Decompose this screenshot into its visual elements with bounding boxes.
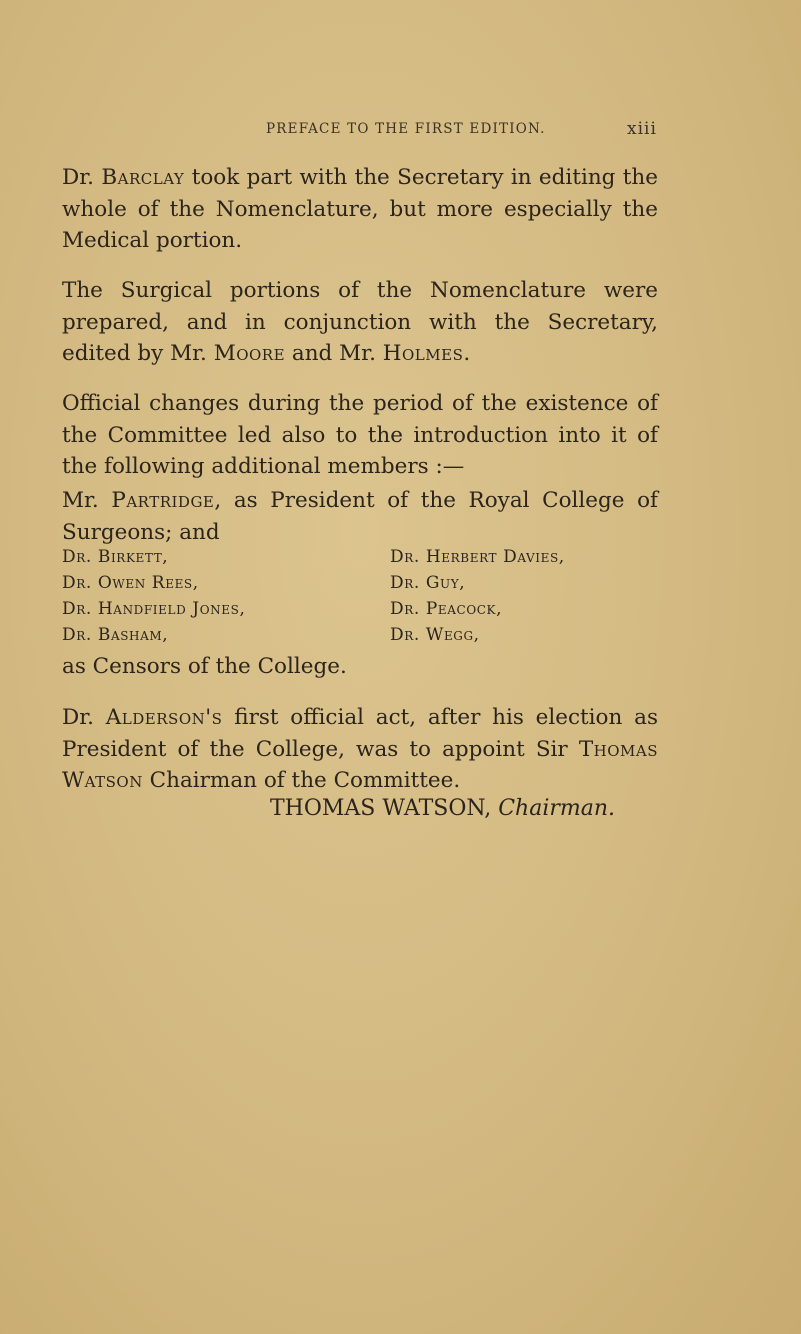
p1-name: Barclay (101, 165, 185, 190)
p6-middle: first official act, after his election as President of the College, was to appoint Sir (62, 705, 658, 762)
p2-and: and Mr. (285, 341, 383, 366)
p4-rest: , as President of the Royal College of Surgeons; and (62, 488, 658, 545)
running-header (0, 121, 801, 143)
censor-name: Dr. Owen Rees, (62, 573, 199, 593)
censors-left-column (62, 544, 362, 648)
p2-mr1: Mr. (170, 341, 214, 366)
p2-end: . (463, 341, 471, 366)
p2-name2: Holmes (382, 341, 464, 366)
p6-name: Alderson's (105, 705, 223, 730)
censor-name: Dr. Wegg, (390, 625, 480, 645)
paragraph-surgical (62, 275, 658, 370)
censor-name: Dr. Herbert Davies, (390, 547, 565, 567)
p1-rest: took part with the Secretary in editing the whole of the Nomenclature, but more especially the Medical portion. (62, 165, 658, 253)
signature-role: Chairman. (498, 796, 616, 821)
censor-name: Dr. Guy, (390, 573, 466, 593)
p6-prefix: Dr. (62, 705, 106, 730)
censor-name: Dr. Handfield Jones, (62, 599, 246, 619)
censor-name: Dr. Basham, (62, 625, 169, 645)
paragraph-partridge (62, 485, 658, 548)
p2-text: The Surgical portions of the Nomenclature were prepared, and in conjunction with the Secretary, edited by (62, 278, 658, 366)
running-title: PREFACE TO THE FIRST EDITION. (266, 121, 546, 137)
paragraph-censors-note (62, 651, 658, 683)
p1-prefix: Dr. (62, 165, 102, 190)
signature (270, 796, 615, 821)
paragraph-alderson (62, 702, 658, 797)
p2-name1: Moore (213, 341, 286, 366)
p3-text: Official changes during the period of the existence of the Committee led also to the introduction into it of the following additional members :— (62, 391, 658, 479)
paragraph-barclay (62, 162, 658, 257)
paragraph-official-changes (62, 388, 658, 483)
p4-prefix: Mr. (62, 488, 112, 513)
p5-text: as Censors of the College. (62, 654, 347, 679)
p6-name2: Thomas Watson (62, 736, 658, 793)
p6-end: Chairman of the Committee. (142, 768, 461, 793)
signature-name: THOMAS WATSON, (270, 796, 492, 821)
p4-name: Partridge (111, 488, 215, 513)
censor-name: Dr. Birkett, (62, 547, 169, 567)
censor-name: Dr. Peacock, (390, 599, 503, 619)
page-number: xiii (627, 119, 657, 139)
censors-right-column (390, 544, 690, 648)
